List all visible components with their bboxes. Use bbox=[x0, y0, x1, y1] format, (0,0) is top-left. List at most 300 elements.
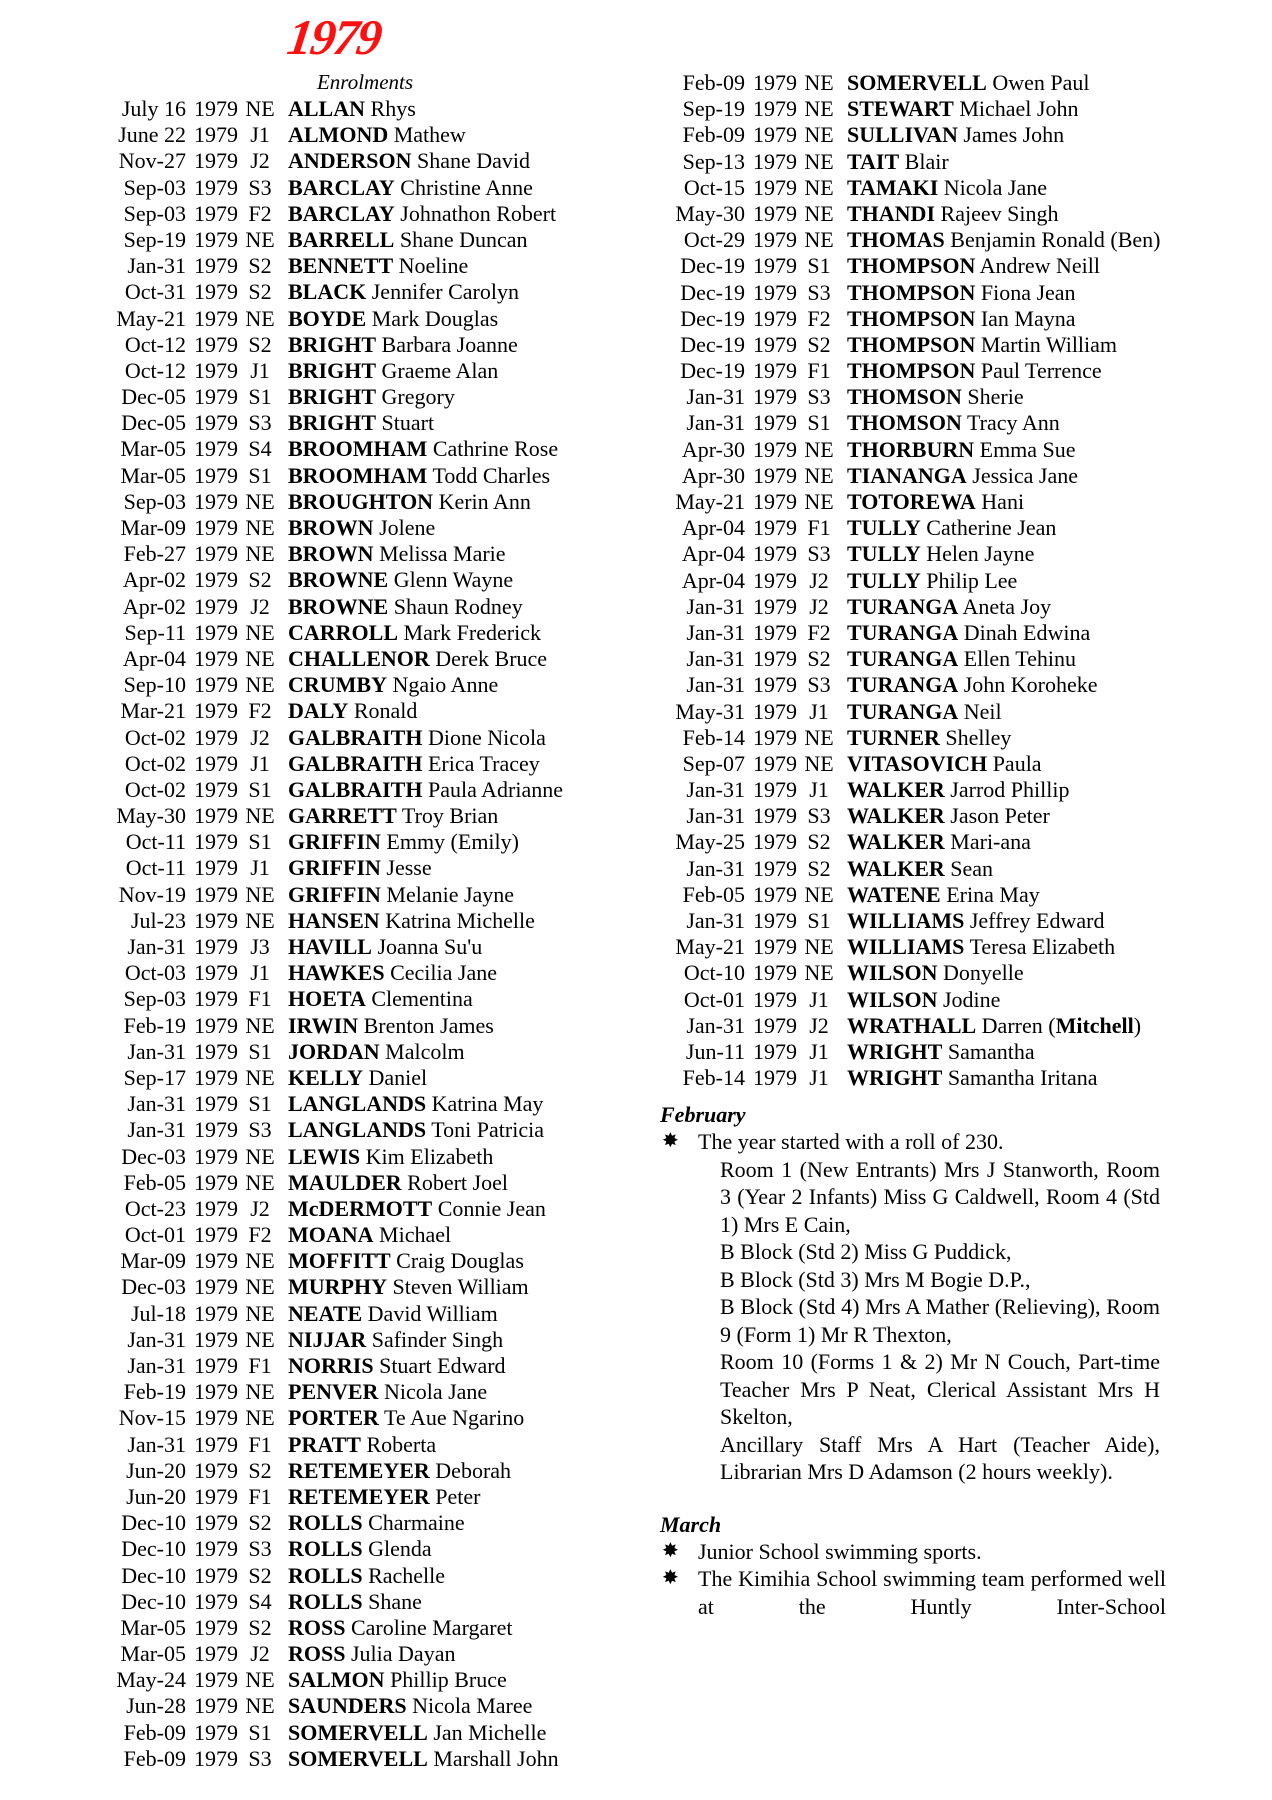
enrolment-row bbox=[96, 436, 563, 462]
student-name bbox=[841, 201, 1058, 227]
student-surname: CHALLENOR bbox=[288, 645, 430, 671]
enrolment-date: Dec-05 bbox=[121, 384, 186, 410]
student-name bbox=[282, 1589, 422, 1615]
enrolment-date: Feb-09 bbox=[682, 70, 745, 95]
student-surname: KELLY bbox=[288, 1064, 364, 1090]
enrolment-class: S3 bbox=[248, 1536, 272, 1562]
enrolment-year: 1979 bbox=[194, 1588, 238, 1614]
enrolment-date: Feb-19 bbox=[123, 1379, 186, 1405]
enrolment-row bbox=[96, 934, 563, 960]
enrolment-row bbox=[665, 280, 1160, 306]
enrolment-date: Nov-19 bbox=[118, 881, 186, 907]
student-name bbox=[282, 1720, 546, 1746]
enrolment-row bbox=[96, 1091, 563, 1117]
enrolment-row bbox=[665, 672, 1160, 698]
student-surname: BOYDE bbox=[288, 305, 367, 331]
enrolment-class: NE bbox=[804, 724, 834, 750]
student-given-names: Ngaio Anne bbox=[392, 672, 499, 698]
student-given-names: Charmaine bbox=[368, 1510, 465, 1536]
student-given-names: Roberta bbox=[366, 1431, 437, 1457]
enrolment-date: Oct-11 bbox=[125, 855, 186, 881]
student-given-names: Darren ( bbox=[981, 1012, 1056, 1038]
enrolment-date: Oct-02 bbox=[124, 724, 186, 750]
enrolment-date: Jan-31 bbox=[686, 384, 745, 410]
enrolment-date: Dec-10 bbox=[121, 1510, 186, 1536]
student-given-names: Peter bbox=[435, 1483, 481, 1509]
student-given-names: Catherine Jean bbox=[926, 515, 1057, 541]
student-given-names: Samantha Iritana bbox=[947, 1065, 1098, 1091]
enrolment-date: Jan-31 bbox=[127, 1117, 186, 1143]
student-surname: NIJJAR bbox=[288, 1326, 367, 1352]
student-surname: HOETA bbox=[288, 986, 366, 1012]
student-name bbox=[282, 279, 519, 305]
enrolment-year: 1979 bbox=[194, 226, 238, 252]
enrolment-row bbox=[96, 279, 563, 305]
student-given-names: Todd Charles bbox=[432, 462, 551, 488]
student-name bbox=[282, 1065, 427, 1091]
enrolment-year: 1979 bbox=[753, 305, 797, 331]
enrolment-class: F1 bbox=[807, 358, 831, 384]
enrolment-row bbox=[665, 987, 1160, 1013]
student-name bbox=[841, 960, 1024, 986]
enrolment-row bbox=[96, 489, 563, 515]
enrolment-year: 1979 bbox=[753, 541, 797, 567]
student-surname: WRATHALL bbox=[847, 1012, 977, 1038]
student-surname: WRIGHT bbox=[847, 1065, 943, 1091]
student-name bbox=[282, 1746, 559, 1772]
student-surname: ROSS bbox=[288, 1614, 346, 1640]
student-surname: GALBRAITH bbox=[288, 750, 423, 776]
enrolment-row bbox=[665, 70, 1160, 96]
enrolment-date: Sep-03 bbox=[123, 986, 186, 1012]
enrolment-year: 1979 bbox=[194, 148, 238, 174]
enrolment-class: S4 bbox=[248, 1588, 272, 1614]
enrolment-row bbox=[96, 201, 563, 227]
student-given-names: Noeline bbox=[398, 253, 469, 279]
student-given-names: Caroline Margaret bbox=[350, 1614, 513, 1640]
enrolment-row bbox=[665, 725, 1160, 751]
student-given-names: Fiona Jean bbox=[980, 279, 1076, 305]
student-name bbox=[282, 306, 498, 332]
student-name bbox=[282, 1432, 436, 1458]
student-given-names: Nicola Jane bbox=[383, 1379, 488, 1405]
enrolment-class: J2 bbox=[809, 593, 829, 619]
enrolment-date: Dec-19 bbox=[680, 305, 745, 331]
student-preferred-name: Mitchell bbox=[1055, 1012, 1134, 1038]
student-surname: WRIGHT bbox=[847, 1038, 943, 1064]
enrolment-year: 1979 bbox=[194, 750, 238, 776]
student-given-names: Johnathon Robert bbox=[400, 200, 557, 226]
student-name bbox=[841, 515, 1056, 541]
student-surname: ALLAN bbox=[288, 96, 366, 121]
enrolment-class: NE bbox=[245, 619, 275, 645]
enrolment-class: S4 bbox=[248, 436, 272, 462]
enrolment-class: NE bbox=[804, 70, 834, 95]
student-name bbox=[841, 384, 1024, 410]
enrolment-year: 1979 bbox=[753, 122, 797, 148]
student-name bbox=[841, 1039, 1035, 1065]
student-surname: SALMON bbox=[288, 1667, 385, 1693]
enrolment-year: 1979 bbox=[194, 462, 238, 488]
student-name bbox=[282, 1274, 529, 1300]
student-surname: THOMPSON bbox=[847, 279, 976, 305]
student-given-names: Derek Bruce bbox=[435, 645, 548, 671]
enrolment-date: Apr-30 bbox=[681, 462, 745, 488]
enrolment-row bbox=[96, 1327, 563, 1353]
enrolment-date: Jan-31 bbox=[127, 1038, 186, 1064]
enrolment-row bbox=[665, 358, 1160, 384]
enrolment-class: J1 bbox=[809, 777, 829, 803]
student-surname: MOFFITT bbox=[288, 1248, 391, 1274]
enrolment-class: S2 bbox=[807, 855, 831, 881]
enrolment-row bbox=[96, 698, 563, 724]
enrolment-date: Sep-03 bbox=[123, 488, 186, 514]
enrolment-year: 1979 bbox=[194, 541, 238, 567]
student-surname: THOMAS bbox=[847, 227, 945, 253]
enrolment-row bbox=[665, 882, 1160, 908]
student-given-names: Deborah bbox=[435, 1457, 512, 1483]
student-given-names: Erina May bbox=[946, 881, 1040, 907]
enrolment-class: S1 bbox=[248, 462, 272, 488]
student-name bbox=[841, 751, 1042, 777]
enrolment-class: J2 bbox=[250, 1641, 270, 1667]
enrolment-date: Feb-05 bbox=[682, 881, 745, 907]
student-name bbox=[841, 725, 1011, 751]
enrolment-row bbox=[665, 568, 1160, 594]
enrolment-year: 1979 bbox=[194, 1169, 238, 1195]
student-surname: BROUGHTON bbox=[288, 488, 434, 514]
notes-section bbox=[660, 1102, 1200, 1620]
enrolment-year: 1979 bbox=[194, 1326, 238, 1352]
student-surname: LANGLANDS bbox=[288, 1117, 427, 1143]
star-burst-icon: ✸ bbox=[662, 1130, 679, 1152]
enrolment-class: F1 bbox=[248, 1353, 272, 1378]
enrolment-date: Jan-31 bbox=[686, 646, 745, 672]
star-burst-icon: ✸ bbox=[662, 1567, 679, 1589]
enrolment-date: Dec-10 bbox=[121, 1588, 186, 1614]
enrolment-row bbox=[665, 777, 1160, 803]
student-name bbox=[841, 253, 1100, 279]
enrolment-row bbox=[96, 855, 563, 881]
enrolment-class: NE bbox=[245, 1143, 275, 1169]
student-surname: BRIGHT bbox=[288, 384, 377, 410]
enrolment-row bbox=[665, 175, 1160, 201]
enrolment-date: Oct-01 bbox=[683, 986, 745, 1012]
student-surname: LANGLANDS bbox=[288, 1091, 427, 1117]
student-given-names: Toni Patricia bbox=[431, 1117, 544, 1143]
enrolment-class: NE bbox=[245, 226, 275, 252]
enrolment-class: J1 bbox=[809, 1065, 829, 1091]
enrolment-date: Feb-09 bbox=[682, 122, 745, 148]
student-name bbox=[841, 856, 993, 882]
student-name bbox=[282, 777, 563, 803]
enrolment-date: Dec-19 bbox=[680, 253, 745, 279]
enrolment-year: 1979 bbox=[194, 1117, 238, 1143]
student-name bbox=[841, 646, 1076, 672]
enrolment-class: S2 bbox=[248, 279, 272, 305]
enrolment-row bbox=[96, 1641, 563, 1667]
enrolment-row bbox=[665, 699, 1160, 725]
enrolment-year: 1979 bbox=[753, 829, 797, 855]
enrolment-row bbox=[665, 594, 1160, 620]
student-surname: BENNETT bbox=[288, 253, 394, 279]
enrolment-row bbox=[665, 149, 1160, 175]
enrolment-date: Jan-31 bbox=[686, 619, 745, 645]
enrolment-row bbox=[96, 725, 563, 751]
student-name bbox=[841, 829, 1031, 855]
student-surname: ROSS bbox=[288, 1641, 346, 1667]
enrolment-year: 1979 bbox=[753, 855, 797, 881]
enrolment-class: NE bbox=[804, 934, 834, 960]
enrolment-year: 1979 bbox=[753, 619, 797, 645]
enrolment-row bbox=[665, 646, 1160, 672]
enrolment-date: Jul-18 bbox=[131, 1300, 186, 1326]
enrolment-class: J1 bbox=[809, 698, 829, 724]
enrolment-row bbox=[96, 960, 563, 986]
enrolment-date: Apr-30 bbox=[681, 436, 745, 462]
enrolment-row bbox=[96, 1274, 563, 1300]
bullet-text: The Kimihia School swimming team performed well at the Huntly Inter-School bbox=[698, 1566, 1166, 1619]
enrolment-date: Oct-10 bbox=[683, 960, 745, 986]
enrolment-year: 1979 bbox=[194, 1038, 238, 1064]
student-given-names: Neil bbox=[963, 698, 1002, 724]
enrolment-year: 1979 bbox=[194, 593, 238, 619]
student-given-names: Andrew Neill bbox=[979, 253, 1100, 279]
enrolment-date: Feb-09 bbox=[123, 1745, 186, 1771]
enrolment-class: S1 bbox=[807, 410, 831, 436]
student-surname: WALKER bbox=[847, 829, 945, 855]
student-surname: ROLLS bbox=[288, 1510, 363, 1536]
student-given-names: Samantha bbox=[947, 1038, 1035, 1064]
enrolment-row bbox=[665, 515, 1160, 541]
enrolment-row bbox=[665, 384, 1160, 410]
student-name bbox=[282, 227, 528, 253]
enrolment-year: 1979 bbox=[753, 986, 797, 1012]
enrolment-class: J2 bbox=[250, 724, 270, 750]
enrolment-date: Jan-31 bbox=[127, 934, 186, 959]
enrolment-row bbox=[665, 829, 1160, 855]
enrolment-date: Oct-15 bbox=[683, 174, 745, 200]
enrolment-class: NE bbox=[245, 881, 275, 907]
enrolment-date: Apr-04 bbox=[681, 541, 745, 567]
student-given-names: Jolene bbox=[379, 515, 436, 540]
enrolment-date: Jan-31 bbox=[127, 1431, 186, 1457]
enrolment-year: 1979 bbox=[753, 750, 797, 776]
student-given-names: Jason Peter bbox=[950, 803, 1050, 829]
student-surname: TOTOREWA bbox=[847, 489, 976, 514]
enrolment-date: Oct-01 bbox=[124, 1222, 186, 1248]
enrolment-date: May-24 bbox=[116, 1667, 186, 1693]
enrolment-row bbox=[665, 1065, 1160, 1091]
enrolment-date: Apr-04 bbox=[681, 567, 745, 593]
enrolment-year: 1979 bbox=[194, 96, 238, 121]
enrolment-date: May-25 bbox=[675, 829, 745, 855]
student-surname: WILSON bbox=[847, 986, 938, 1012]
enrolment-row bbox=[665, 96, 1160, 122]
enrolment-class: J2 bbox=[250, 1195, 270, 1221]
student-given-names: Paula Adrianne bbox=[427, 776, 564, 802]
enrolment-row bbox=[96, 306, 563, 332]
student-given-names: Emma Sue bbox=[979, 436, 1076, 462]
enrolment-date: Jan-31 bbox=[127, 1326, 186, 1352]
student-surname: TIANANGA bbox=[847, 462, 967, 488]
student-name bbox=[282, 803, 498, 829]
student-given-names: Glenn Wayne bbox=[393, 567, 514, 593]
enrolment-date: Jan-31 bbox=[686, 410, 745, 436]
enrolment-class: NE bbox=[804, 96, 834, 122]
student-surname: TURANGA bbox=[847, 619, 959, 645]
enrolment-class: NE bbox=[804, 227, 834, 253]
student-name bbox=[841, 568, 1017, 594]
student-surname: BROOMHAM bbox=[288, 436, 428, 462]
enrolment-year: 1979 bbox=[753, 148, 797, 174]
student-given-names: Glenda bbox=[368, 1536, 432, 1562]
student-name bbox=[841, 1065, 1098, 1091]
enrolment-class: NE bbox=[245, 907, 275, 933]
student-name bbox=[841, 280, 1076, 306]
enrolment-class: NE bbox=[245, 1667, 275, 1693]
student-name bbox=[282, 1353, 506, 1379]
enrolment-date: Jan-31 bbox=[686, 855, 745, 881]
student-name bbox=[282, 175, 533, 201]
enrolment-year: 1979 bbox=[194, 1483, 238, 1509]
enrolment-date: July 16 bbox=[121, 96, 186, 121]
student-surname: TAMAKI bbox=[847, 174, 939, 200]
enrolment-year: 1979 bbox=[753, 593, 797, 619]
enrolment-year: 1979 bbox=[194, 436, 238, 462]
student-surname: TAIT bbox=[847, 148, 900, 174]
enrolment-class: NE bbox=[245, 1379, 275, 1405]
enrolment-row bbox=[96, 384, 563, 410]
enrolment-row bbox=[665, 960, 1160, 986]
enrolment-class: J1 bbox=[250, 357, 270, 383]
enrolment-class: S2 bbox=[248, 331, 272, 357]
enrolment-class: S3 bbox=[248, 174, 272, 200]
student-surname: GARRETT bbox=[288, 803, 397, 829]
student-surname: BARRELL bbox=[288, 226, 395, 252]
enrolment-year: 1979 bbox=[194, 672, 238, 698]
enrolment-row bbox=[96, 253, 563, 279]
student-name bbox=[841, 699, 1002, 725]
enrolment-year: 1979 bbox=[194, 960, 238, 986]
student-surname: STEWART bbox=[847, 96, 954, 122]
student-surname: MOANA bbox=[288, 1222, 374, 1248]
student-surname: BRIGHT bbox=[288, 357, 377, 383]
student-name bbox=[841, 175, 1047, 201]
student-given-names: Shane David bbox=[416, 148, 530, 174]
enrolment-year: 1979 bbox=[753, 384, 797, 410]
enrolment-class: J2 bbox=[809, 1012, 829, 1038]
student-surname: HAVILL bbox=[288, 934, 372, 959]
enrolment-year: 1979 bbox=[753, 1038, 797, 1064]
enrolment-class: S1 bbox=[807, 908, 831, 933]
enrolment-year: 1979 bbox=[194, 174, 238, 200]
student-surname: HAWKES bbox=[288, 960, 385, 986]
enrolment-year: 1979 bbox=[194, 1353, 238, 1378]
student-name bbox=[282, 1013, 494, 1039]
enrolment-class: S3 bbox=[248, 1745, 272, 1771]
student-surname: GRIFFIN bbox=[288, 881, 381, 907]
student-name bbox=[282, 201, 556, 227]
student-name bbox=[282, 1615, 512, 1641]
enrolment-year: 1979 bbox=[753, 908, 797, 933]
enrolment-year: 1979 bbox=[194, 1745, 238, 1771]
enrolment-class: NE bbox=[804, 148, 834, 174]
enrolment-class: F2 bbox=[807, 305, 831, 331]
student-given-names: Benjamin Ronald (Ben) bbox=[950, 227, 1161, 253]
student-name bbox=[282, 1301, 498, 1327]
student-given-names: Stuart bbox=[381, 410, 435, 436]
student-name bbox=[282, 751, 540, 777]
enrolment-date: Oct-31 bbox=[124, 279, 186, 305]
enrolment-row bbox=[96, 908, 563, 934]
enrolment-class: F2 bbox=[248, 200, 272, 226]
enrolment-row bbox=[96, 122, 563, 148]
enrolment-row bbox=[96, 332, 563, 358]
student-name bbox=[282, 1091, 543, 1117]
student-surname: BROWN bbox=[288, 541, 374, 567]
student-name bbox=[841, 1013, 1141, 1039]
student-name bbox=[282, 646, 547, 672]
enrolment-row bbox=[96, 1510, 563, 1536]
student-name bbox=[282, 829, 519, 855]
enrolment-year: 1979 bbox=[194, 986, 238, 1012]
student-name bbox=[841, 672, 1098, 698]
bullet-text: The year started with a roll of 230. bbox=[698, 1129, 1004, 1154]
student-given-names: Ronald bbox=[353, 698, 418, 724]
student-name bbox=[282, 1405, 524, 1431]
student-surname: THORBURN bbox=[847, 436, 975, 462]
student-name bbox=[282, 489, 531, 515]
enrolment-date: May-21 bbox=[675, 489, 745, 514]
student-given-names: Shaun Rodney bbox=[393, 593, 523, 619]
month-heading-february: February bbox=[660, 1102, 746, 1127]
student-given-names: Jeffrey Edward bbox=[969, 908, 1105, 933]
enrolment-year: 1979 bbox=[194, 1091, 238, 1117]
enrolment-year: 1979 bbox=[194, 122, 238, 148]
enrolment-date: Sep-07 bbox=[682, 750, 745, 776]
student-surname: SAUNDERS bbox=[288, 1693, 407, 1719]
enrolment-year: 1979 bbox=[753, 227, 797, 253]
enrolment-row bbox=[96, 1013, 563, 1039]
student-given-names: Owen Paul bbox=[992, 70, 1090, 95]
enrolment-class: S2 bbox=[807, 646, 831, 672]
enrolment-year: 1979 bbox=[194, 1274, 238, 1300]
enrolment-year: 1979 bbox=[194, 1431, 238, 1457]
enrolment-class: F2 bbox=[248, 698, 272, 724]
year-title: 1979 bbox=[284, 9, 384, 65]
enrolment-date: Apr-04 bbox=[122, 645, 186, 671]
student-surname: GALBRAITH bbox=[288, 724, 423, 750]
enrolment-class: F1 bbox=[248, 1483, 272, 1509]
enrolment-date: Sep-19 bbox=[123, 226, 186, 252]
student-surname: SULLIVAN bbox=[847, 122, 958, 148]
student-given-names: Mark Douglas bbox=[371, 305, 499, 331]
student-surname: PRATT bbox=[288, 1431, 361, 1457]
student-name bbox=[282, 698, 417, 724]
enrolment-year: 1979 bbox=[194, 200, 238, 226]
student-name bbox=[282, 908, 535, 934]
student-surname: WALKER bbox=[847, 803, 945, 829]
student-surname: SOMERVELL bbox=[288, 1745, 428, 1771]
student-given-names: Katrina May bbox=[431, 1091, 544, 1117]
enrolment-class: NE bbox=[245, 1169, 275, 1195]
enrolment-row bbox=[96, 620, 563, 646]
enrolment-class: S2 bbox=[248, 1614, 272, 1640]
enrolment-row bbox=[665, 1013, 1160, 1039]
student-surname: TURANGA bbox=[847, 646, 959, 672]
enrolment-year: 1979 bbox=[753, 410, 797, 436]
